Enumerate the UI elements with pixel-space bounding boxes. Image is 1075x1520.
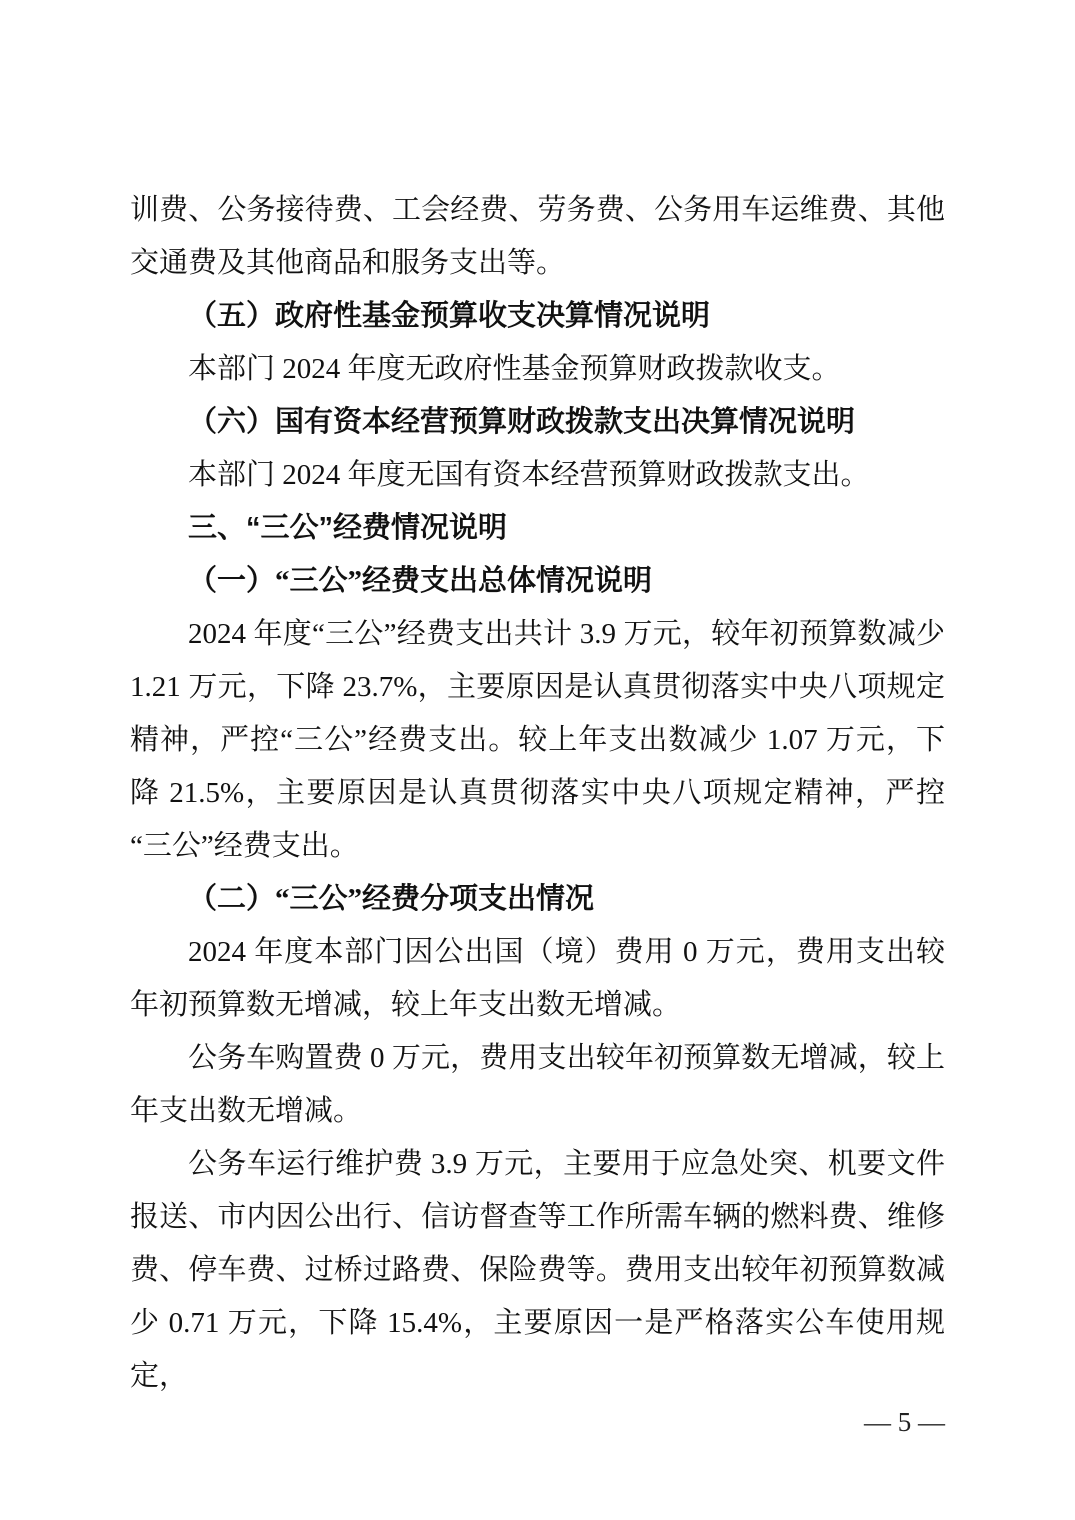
page-number: — 5 —: [864, 1407, 945, 1437]
paragraph: 2024 年度“三公”经费支出共计 3.9 万元，较年初预算数减少 1.21 万元，下降 23.7%，主要原因是认真贯彻落实中央八项规定精神，严控“三公”经费支出。较上年支出数减少 1.07 万元，下降 21.5%，主要原因是认真贯彻落实中央八项规定精神，严控“三公”经费支出。: [130, 618, 945, 862]
heading-subsection-one: （一）“三公”经费支出总体情况说明: [188, 565, 653, 597]
heading-section-six: （六）国有资本经营预算财政拨款支出决算情况说明: [188, 406, 856, 438]
heading-section-five: （五）政府性基金预算收支决算情况说明: [188, 300, 711, 332]
paragraph: 2024 年度本部门因公出国（境）费用 0 万元，费用支出较年初预算数无增减，较上年支出数无增减。: [130, 936, 945, 1021]
paragraph: 本部门 2024 年度无国有资本经营预算财政拨款支出。: [188, 459, 870, 491]
paragraph: 公务车运行维护费 3.9 万元，主要用于应急处突、机要文件报送、市内因公出行、信访督查等工作所需车辆的燃料费、维修费、停车费、过桥过路费、保险费等。费用支出较年初预算数减少 0.71 万元，下降 15.4%，主要原因一是严格落实公车使用规定，: [130, 1148, 945, 1392]
heading-chapter-three: 三、“三公”经费情况说明: [188, 512, 508, 544]
document-body: [130, 184, 945, 1403]
paragraph: 本部门 2024 年度无政府性基金预算财政拨款收支。: [188, 353, 841, 385]
paragraph-continuation: 训费、公务接待费、工会经费、劳务费、公务用车运维费、其他交通费及其他商品和服务支出等。: [130, 194, 945, 279]
paragraph: 公务车购置费 0 万元，费用支出较年初预算数无增减，较上年支出数无增减。: [130, 1042, 945, 1127]
heading-subsection-two: （二）“三公”经费分项支出情况: [188, 883, 595, 915]
